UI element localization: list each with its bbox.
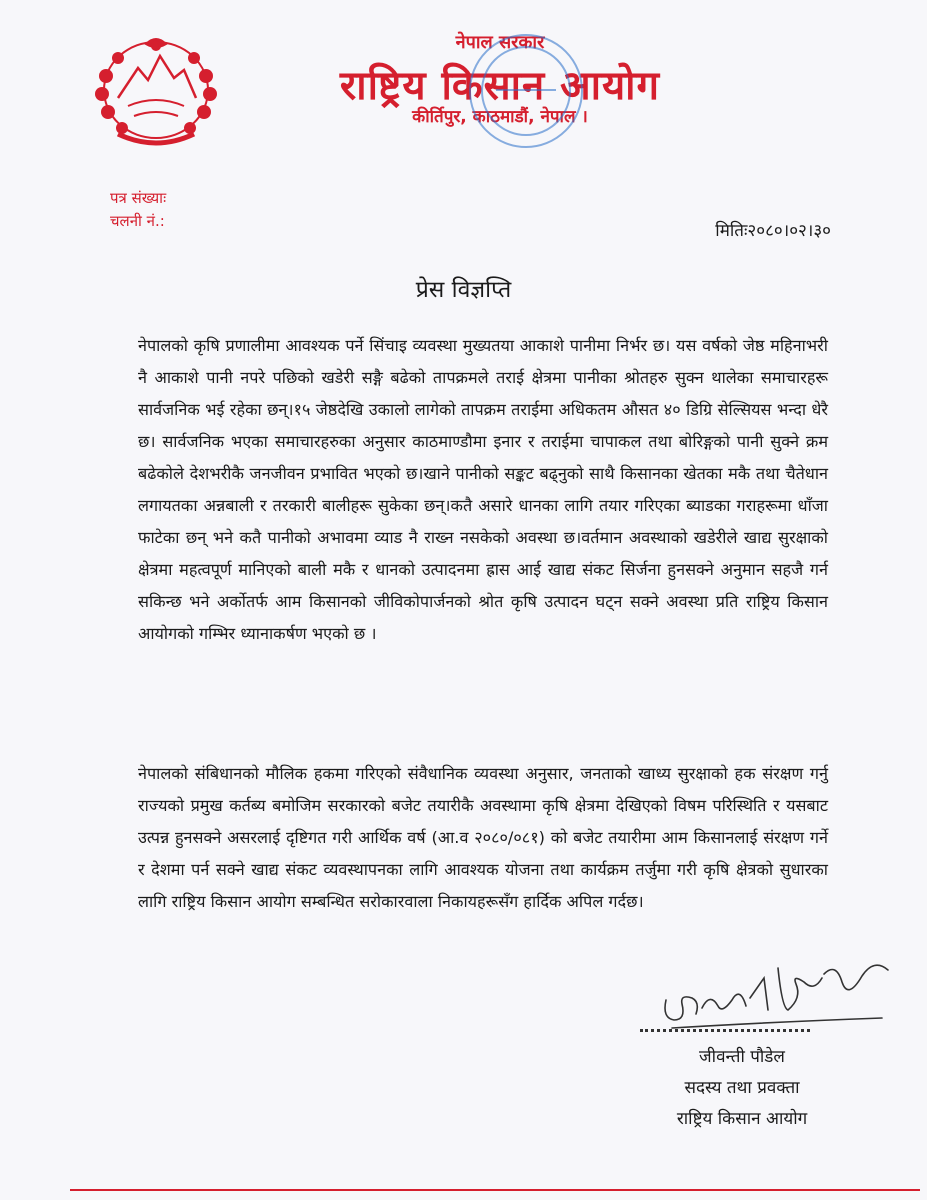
organization-title: राष्ट्रिय किसान आयोग <box>339 63 661 109</box>
signatory-position: सदस्य तथा प्रवक्ता <box>684 1078 800 1098</box>
nepal-emblem-icon <box>88 28 224 150</box>
office-stamp-icon <box>466 30 586 152</box>
press-release-heading: प्रेस विज्ञप्ति <box>415 277 512 303</box>
signature-dotted-line <box>640 1029 810 1032</box>
body-paragraph-1: नेपालको कृषि प्रणालीमा आवश्यक पर्ने सिंचाइ व्यवस्था मुख्यतया आकाशे पानीमा निर्भर छ। यस वर्षको जेष्ठ महिनाभरी नै आकाशे पानी नपरे पछिको खडेरी सङ्गै बढेको तापक्रमले तराई क्षेत्रमा पानीका श्रोतहरु सुक्न थालेका समाचारहरू सार्वजनिक भई रहेका छन्।१५ जेष्ठदेखि उकालो लागेको तापक्रम तराईमा अधिकतम औसत ४० डिग्रि सेल्सियस भन्दा धेरै छ। सार्वजनिक भएका समाचारहरुका अनुसार काठमाण्डौमा इनार र तराईमा चापाकल तथा बोरिङ्गको पानी सुक्ने क्रम बढेकोले देशभरीकै जनजीवन प्रभावित भएको छ।खाने पानीको सङ्कट बढ्नुको साथै किसानका खेतका मकै तथा चैतेधान लगायतका अन्नबाली र तरकारी बालीहरू सुकेका छन्।कतै असारे धानका लागि तयार गरिएका ब्याडका गराहरूमा धाँजा फाटेका छन् भने कतै पानीको अभावमा व्याड नै राख्न नसकेको अवस्था छ।वर्तमान अवस्थाको खडेरीले खाद्य सुरक्षाको क्षेत्रमा महत्वपूर्ण मानिएको बाली मकै र धानको उत्पादनमा ह्रास आई खाद्य संकट सिर्जना हुनसक्ने अनुमान सहजै गर्न सकिन्छ भने अर्कोतर्फ आम किसानको जीविकोपार्जनको श्रोत कृषि उत्पादन घट्न सक्ने अवस्था प्रति राष्ट्रिय किसान आयोगको गम्भिर ध्यानाकर्षण भएको छ । <box>138 336 828 643</box>
handwritten-signature-icon <box>652 948 892 1034</box>
signatory-organization: राष्ट्रिय किसान आयोग <box>676 1109 808 1129</box>
dispatch-number-label: चलनी नं.: <box>110 212 165 230</box>
organization-address: कीर्तिपुर, काठमाडौं, नेपाल । <box>412 107 588 127</box>
signatory-name: जीवन्ती पौडेल <box>699 1047 785 1067</box>
letter-number-label: पत्र संख्याः <box>110 189 167 207</box>
footer-divider <box>70 1189 920 1191</box>
body-paragraph-2: नेपालको संबिधानको मौलिक हकमा गरिएको संवैधानिक व्यवस्था अनुसार, जनताको खाध्य सुरक्षाको हक संरक्षण गर्नु राज्यको प्रमुख कर्तब्य बमोजिम सरकारको बजेट तयारीकै अवस्थामा कृषि क्षेत्रमा देखिएको विषम परिस्थिति र यसबाट उत्पन्न हुनसक्ने असरलाई दृष्टिगत गरी आर्थिक वर्ष (आ.व २०८०/०८१) को बजेट तयारीमा आम किसानलाई संरक्षण गर्ने र देशमा पर्न सक्ने खाद्य संकट व्यवस्थापनका लागि आवश्यक योजना तथा कार्यक्रम तर्जुमा गरी कृषि क्षेत्रको सुधारका लागि राष्ट्रिय किसान आयोग सम्बन्धित सरोकारवाला निकायहरूसँग हार्दिक अपिल गर्दछ। <box>138 764 828 911</box>
letter-date: मितिः२०८०।०२।३० <box>715 221 831 241</box>
government-label: नेपाल सरकार <box>455 32 545 53</box>
signatory-block <box>652 1042 832 1135</box>
